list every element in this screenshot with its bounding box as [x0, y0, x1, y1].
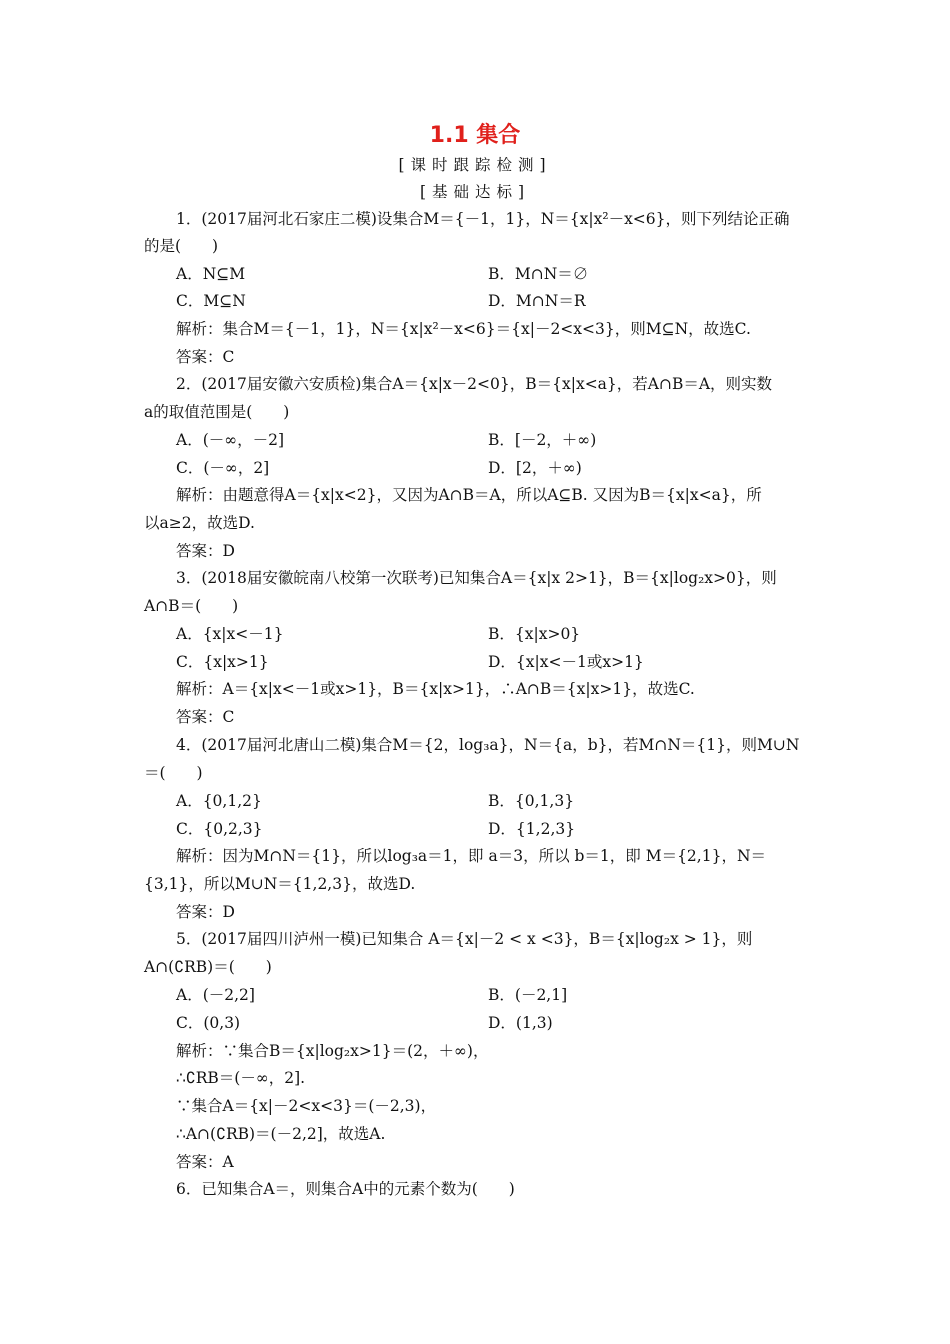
question-4-stem-line-1: 4．(2017届河北唐山二模)集合M＝{2，log₃a}，N＝{a，b}，若M∩N＝{1}，则M∪N [176, 736, 800, 754]
question-6-stem: 6．已知集合A＝，则集合A中的元素个数为( ) [176, 1180, 515, 1198]
question-2-analysis-line-2: 以a≥2，故选D. [144, 514, 255, 532]
question-5-answer: 答案：A [176, 1153, 234, 1171]
question-1-answer: 答案：C [176, 348, 235, 366]
question-1-stem-line-1: 1．(2017届河北石家庄二模)设集合M＝{－1，1}，N＝{x|x²－x<6}，则下列结论正确 [176, 210, 790, 228]
question-3-option-d: D．{x|x<－1或x>1} [488, 653, 644, 671]
question-5-analysis-line-3: ∵集合A＝{x|－2<x<3}＝(－2,3)， [176, 1097, 437, 1115]
question-5-analysis-line-2: ∴∁RB＝(－∞，2]. [176, 1069, 306, 1087]
question-1-stem-line-2: 的是( ) [144, 237, 219, 255]
question-5-option-b: B．(－2,1] [488, 986, 568, 1004]
question-2-stem-line-2: a的取值范围是( ) [144, 403, 290, 421]
question-5-option-d: D．(1,3) [488, 1014, 553, 1032]
question-5-analysis-line-1: 解析：∵集合B＝{x|log₂x>1}＝(2，＋∞)， [176, 1042, 489, 1060]
question-3-analysis: 解析：A＝{x|x<－1或x>1}，B＝{x|x>1}，∴A∩B＝{x|x>1}，故选C. [176, 680, 695, 698]
question-5-stem-line-2: A∩(∁RB)＝( ) [144, 958, 272, 976]
question-2-option-b: B．[－2，＋∞) [488, 431, 597, 449]
question-1-option-c: C．M⊆N [176, 292, 246, 310]
question-4-option-d: D．{1,2,3} [488, 820, 576, 838]
question-3-option-b: B．{x|x>0} [488, 625, 581, 643]
question-3-stem-line-2: A∩B＝( ) [144, 597, 239, 615]
question-5-stem-line-1: 5．(2017届四川泸州一模)已知集合 A＝{x|－2 < x <3}，B＝{x|log₂x > 1}，则 [176, 930, 753, 948]
page-title: 1.1 集合 [429, 123, 521, 148]
question-1-option-d: D．M∩N＝R [488, 292, 586, 310]
question-1-analysis: 解析：集合M＝{－1，1}，N＝{x|x²－x<6}＝{x|－2<x<3}，则M⊆N，故选C. [176, 320, 751, 338]
question-4-analysis-line-2: {3,1}，所以M∪N＝{1,2,3}，故选D. [144, 875, 416, 893]
question-4-option-a: A．{0,1,2} [176, 792, 262, 810]
question-3-answer: 答案：C [176, 708, 235, 726]
question-4-option-c: C．{0,2,3} [176, 820, 263, 838]
question-4-answer: 答案：D [176, 903, 235, 921]
question-3-option-c: C．{x|x>1} [176, 653, 269, 671]
question-4-stem-line-2: ＝( ) [144, 764, 203, 782]
question-5-option-c: C．(0,3) [176, 1014, 241, 1032]
question-5-option-a: A．(－2,2] [176, 986, 255, 1004]
section-header: [课时跟踪检测] [398, 156, 552, 174]
question-2-option-a: A．(－∞，－2] [176, 431, 285, 449]
question-2-option-d: D．[2，＋∞) [488, 459, 582, 477]
question-2-analysis-line-1: 解析：由题意得A＝{x|x<2}，又因为A∩B＝A，所以A⊆B. 又因为B＝{x|x<a}，所 [176, 486, 762, 504]
question-4-option-b: B．{0,1,3} [488, 792, 575, 810]
question-2-answer: 答案：D [176, 542, 235, 560]
question-3-stem-line-1: 3．(2018届安徽皖南八校第一次联考)已知集合A＝{x|x 2>1}，B＝{x|log₂x>0}，则 [176, 569, 777, 587]
question-2-stem-line-1: 2．(2017届安徽六安质检)集合A＝{x|x－2<0}，B＝{x|x<a}，若A∩B＝A，则实数 [176, 375, 773, 393]
question-5-analysis-line-4: ∴A∩(∁RB)＝(－2,2]，故选A. [176, 1125, 386, 1143]
question-3-option-a: A．{x|x<－1} [176, 625, 284, 643]
question-2-option-c: C．(－∞，2] [176, 459, 270, 477]
question-4-analysis-line-1: 解析：因为M∩N＝{1}，所以log₃a＝1，即 a＝3，所以 b＝1，即 M＝{2,1}，N＝ [176, 847, 767, 865]
question-1-option-b: B．M∩N＝∅ [488, 265, 589, 283]
question-1-option-a: A．N⊆M [176, 265, 246, 283]
section-subheader: [基础达标] [419, 183, 531, 201]
